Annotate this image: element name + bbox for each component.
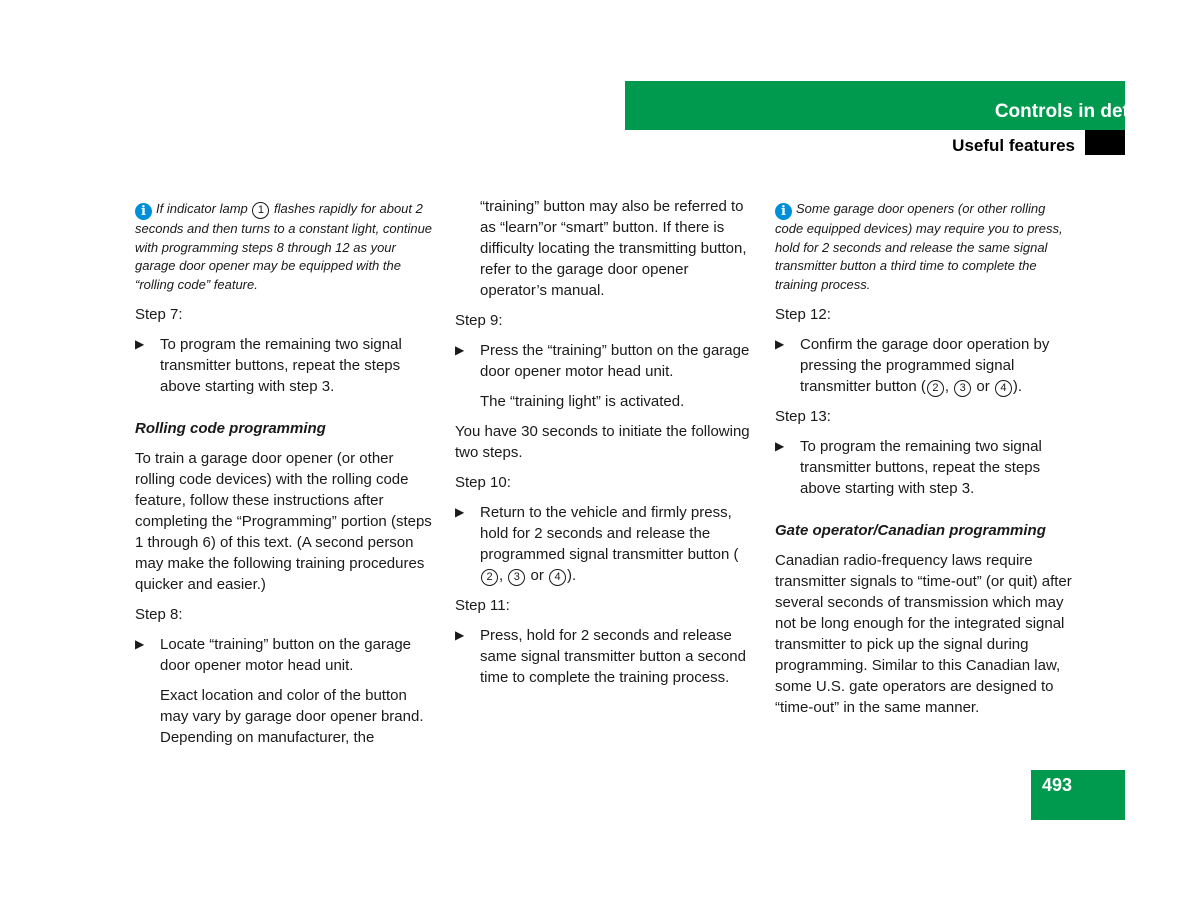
- step-label: Step 11:: [455, 597, 510, 614]
- page-number: 493: [1041, 775, 1073, 795]
- triangle-bullet-icon: ▶: [775, 337, 785, 351]
- step-label: Step 12:: [775, 306, 831, 323]
- subsection-title: Useful features: [952, 136, 1075, 155]
- step-instruction: [135, 334, 435, 397]
- note-text: Some garage door openers (or other rolling code equipped devices) may require you to press, hold for 2 seconds and release the same signal transmitter button a third time to complete the training process.: [775, 201, 1063, 292]
- indented-paragraph: Exact location and color of the button may vary by garage door opener brand. Depending on manufacturer, the: [160, 687, 424, 746]
- column-2: [455, 196, 755, 697]
- or-text: or: [526, 567, 549, 584]
- instruction-text: To program the remaining two signal transmitter buttons, repeat the steps above starting with step 3.: [160, 336, 402, 395]
- step-instruction: ▶ Return to the vehicle and firmly press, hold for 2 seconds and release the programmed signal transmitter button (2 , 3 or 4 ).: [455, 504, 739, 584]
- section-heading: Gate operator/Canadian programming: [775, 522, 1046, 539]
- instruction-text: To program the remaining two signal transmitter buttons, repeat the steps above starting with step 3.: [800, 438, 1042, 497]
- step-instruction: ▶ Confirm the garage door operation by pressing the programmed signal transmitter button ( 2 , 3 or 4 ).: [775, 336, 1050, 395]
- note-text: flashes rapidly for about 2 seconds and then turns to a constant light, continue with programming steps 8 through 12 as your garage door opener may be equipped with the “rolling code” feature.: [135, 201, 433, 292]
- step-label: Step 13:: [775, 408, 831, 425]
- triangle-bullet-icon: ▶: [455, 628, 465, 642]
- circled-number: 1: [252, 202, 269, 219]
- triangle-bullet-icon: ▶: [135, 337, 145, 351]
- close-text: ).: [567, 567, 577, 584]
- column-1: [135, 196, 435, 757]
- step-label: Step 8:: [135, 606, 183, 623]
- triangle-bullet-icon: ▶: [775, 439, 785, 453]
- step-label: Step 7:: [135, 306, 183, 323]
- circled-number: 4: [995, 380, 1012, 397]
- step-instruction: [455, 340, 755, 382]
- circled-number: 3: [954, 380, 971, 397]
- paragraph: To train a garage door opener (or other rolling code devices) with the rolling code feature, follow these instructions after completing the “Programming” portion (steps 1 through 6) of this text. (A second person may make the following training procedures quicker and easier.): [135, 450, 432, 593]
- triangle-bullet-icon: ▶: [455, 343, 465, 357]
- indented-paragraph: “training” button may also be referred to as “learn”or “smart” button. If there is difficulty locating the transmitting button, refer to the garage door opener operator’s manual.: [480, 198, 747, 299]
- step-instruction: [455, 625, 755, 688]
- note-text: If indicator lamp: [156, 201, 252, 216]
- instruction-text: Press, hold for 2 seconds and release same signal transmitter button a second time to complete the training process.: [480, 627, 746, 686]
- instruction-text: Locate “training” button on the garage door opener motor head unit.: [160, 636, 412, 674]
- column-3: [775, 196, 1075, 727]
- close-text: ).: [1012, 378, 1023, 395]
- instruction-text: Press the “training” button on the garage door opener motor head unit.: [480, 342, 750, 380]
- step-instruction: [135, 634, 435, 676]
- step-instruction: [775, 436, 1075, 499]
- header-marker: [1085, 130, 1125, 155]
- circled-number: 3: [508, 569, 525, 586]
- section-title: Controls in detail: [994, 101, 1150, 122]
- info-note: [135, 200, 435, 294]
- circled-number: 4: [549, 569, 566, 586]
- triangle-bullet-icon: ▶: [455, 505, 465, 519]
- instruction-text: Confirm the garage door operation by pressing the programmed signal transmitter button (: [800, 336, 1050, 395]
- circled-number: 2: [481, 569, 498, 586]
- info-note: [775, 200, 1075, 294]
- triangle-bullet-icon: ▶: [135, 637, 145, 651]
- indented-paragraph: The “training light” is activated.: [480, 393, 685, 410]
- section-heading: Rolling code programming: [135, 420, 326, 437]
- or-text: or: [972, 378, 994, 395]
- instruction-text: Return to the vehicle and firmly press, hold for 2 seconds and release the programmed signal transmitter button (: [480, 504, 739, 563]
- info-icon: i: [775, 203, 792, 220]
- step-label: Step 10:: [455, 474, 511, 491]
- paragraph: Canadian radio-frequency laws require transmitter signals to “time-out” (or quit) after several seconds of transmission which may not be long enough for the integrated signal transmitter to pick up the signal during programming. Similar to this Canadian law, some U.S. gate operators are designed to “time-out” in the same manner.: [775, 552, 1072, 716]
- step-label: Step 9:: [455, 312, 503, 329]
- info-icon: i: [135, 203, 152, 220]
- circled-number: 2: [927, 380, 944, 397]
- paragraph: You have 30 seconds to initiate the following two steps.: [455, 423, 750, 461]
